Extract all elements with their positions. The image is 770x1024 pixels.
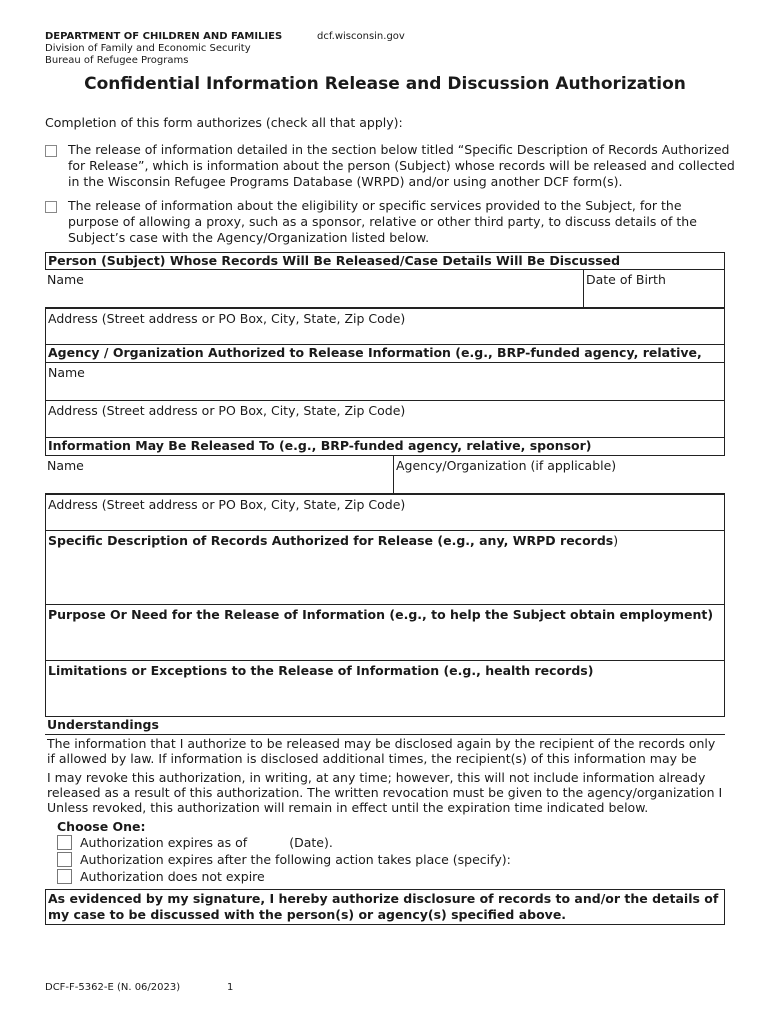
expiry-action-checkbox[interactable] [57, 852, 72, 867]
recipient-address-label: Address (Street address or PO Box, City, State, Zip Code) [48, 497, 406, 512]
expiry-action-label: Authorization expires after the following action takes place (specify): [80, 852, 511, 867]
subject-dob-label: Date of Birth [586, 272, 666, 287]
subject-name-label: Name [47, 272, 84, 287]
agency-address-field[interactable] [45, 401, 725, 438]
expiry-option-none [47, 868, 725, 885]
subject-dob-field[interactable] [583, 270, 725, 307]
limitations-heading: Limitations or Exceptions to the Release of Information (e.g., health records) [48, 663, 594, 678]
department-name: DEPARTMENT OF CHILDREN AND FAMILIES [45, 31, 283, 42]
understandings-p2: I may revoke this authorization, in writing, at any time; however, this will not include information already released as a result of this authorization. The written revocation must be given to the agency/organization I [47, 770, 723, 800]
recipient-heading: Information May Be Released To (e.g., BRP-funded agency, relative, sponsor) [45, 438, 725, 456]
understandings-p3: Unless revoked, this authorization will remain in effect until the expiration time indicated below. [47, 800, 649, 815]
records-heading-suffix: ) [613, 533, 619, 548]
expiry-date-blank[interactable] [247, 834, 289, 851]
recipient-org-label: Agency/Organization (if applicable) [396, 458, 617, 473]
no-expiry-label: Authorization does not expire [80, 869, 265, 884]
understandings-section [45, 735, 725, 885]
subject-heading: Person (Subject) Whose Records Will Be Released/Case Details Will Be Discussed [45, 252, 725, 270]
expiry-option-date [47, 834, 725, 851]
subject-address-field[interactable] [45, 308, 725, 345]
understandings-heading: Understandings [45, 717, 725, 735]
subject-address-label: Address (Street address or PO Box, City, State, Zip Code) [48, 311, 406, 326]
records-field[interactable] [45, 531, 725, 605]
division-name: Division of Family and Economic Security [45, 43, 251, 54]
recipient-name-field[interactable] [45, 456, 393, 493]
bureau-name: Bureau of Refugee Programs [45, 55, 189, 66]
expiry-option-action [47, 851, 725, 868]
limitations-field[interactable] [45, 661, 725, 717]
recipient-name-row [45, 456, 725, 494]
option-release-records [45, 142, 735, 190]
page-number: 1 [227, 982, 234, 993]
website-link[interactable]: dcf.wisconsin.gov [317, 31, 405, 42]
recipient-address-field[interactable] [45, 494, 725, 531]
release-records-checkbox[interactable] [45, 145, 57, 157]
intro-text: Completion of this form authorizes (check all that apply): [45, 115, 403, 130]
agency-name-field[interactable] [45, 363, 725, 401]
records-heading: Specific Description of Records Authorized for Release (e.g., any, WRPD records [48, 533, 614, 548]
agency-heading: Agency / Organization Authorized to Release Information (e.g., BRP-funded agency, relative, [45, 345, 725, 363]
page-title: Confidential Information Release and Discussion Authorization [84, 74, 686, 94]
option-proxy-discussion [45, 198, 735, 246]
understandings-p1: The information that I authorize to be released may be disclosed again by the recipient of the records only if allowed by law. If information is disclosed additional times, the recipient(s) of this information may be [47, 736, 716, 766]
subject-name-row [45, 270, 725, 308]
form-id: DCF-F-5362-E (N. 06/2023) [45, 982, 181, 993]
expiry-date-suffix: (Date). [289, 835, 333, 850]
recipient-name-label: Name [47, 458, 84, 473]
agency-address-label: Address (Street address or PO Box, City, State, Zip Code) [48, 403, 406, 418]
no-expiry-checkbox[interactable] [57, 869, 72, 884]
option-release-records-label: The release of information detailed in the section below titled “Specific Description of Records Authorized for Release”, which is information about the person (Subject) whose records will be released and collected in the Wisconsin Refugee Programs Database (WRPD) and/or using another DCF form(s). [68, 142, 735, 189]
signature-statement: As evidenced by my signature, I hereby authorize disclosure of records to and/or the details of my case to be discussed with the person(s) or agency(s) specified above. [45, 889, 725, 925]
proxy-discussion-checkbox[interactable] [45, 201, 57, 213]
authorization-form [45, 252, 725, 925]
agency-name-label: Name [48, 365, 85, 380]
option-proxy-discussion-label: The release of information about the eligibility or specific services provided to the Subject, for the purpose of allowing a proxy, such as a sponsor, relative or other third party, to discuss details of the Subject’s case with the Agency/Organization listed below. [68, 198, 697, 245]
expiry-date-checkbox[interactable] [57, 835, 72, 850]
choose-one-label: Choose One: [57, 819, 146, 834]
purpose-field[interactable] [45, 605, 725, 661]
subject-name-field[interactable] [45, 270, 583, 307]
recipient-org-field[interactable] [393, 456, 725, 493]
purpose-heading: Purpose Or Need for the Release of Information (e.g., to help the Subject obtain employment) [48, 607, 714, 622]
expiry-date-label: Authorization expires as of [80, 835, 248, 850]
